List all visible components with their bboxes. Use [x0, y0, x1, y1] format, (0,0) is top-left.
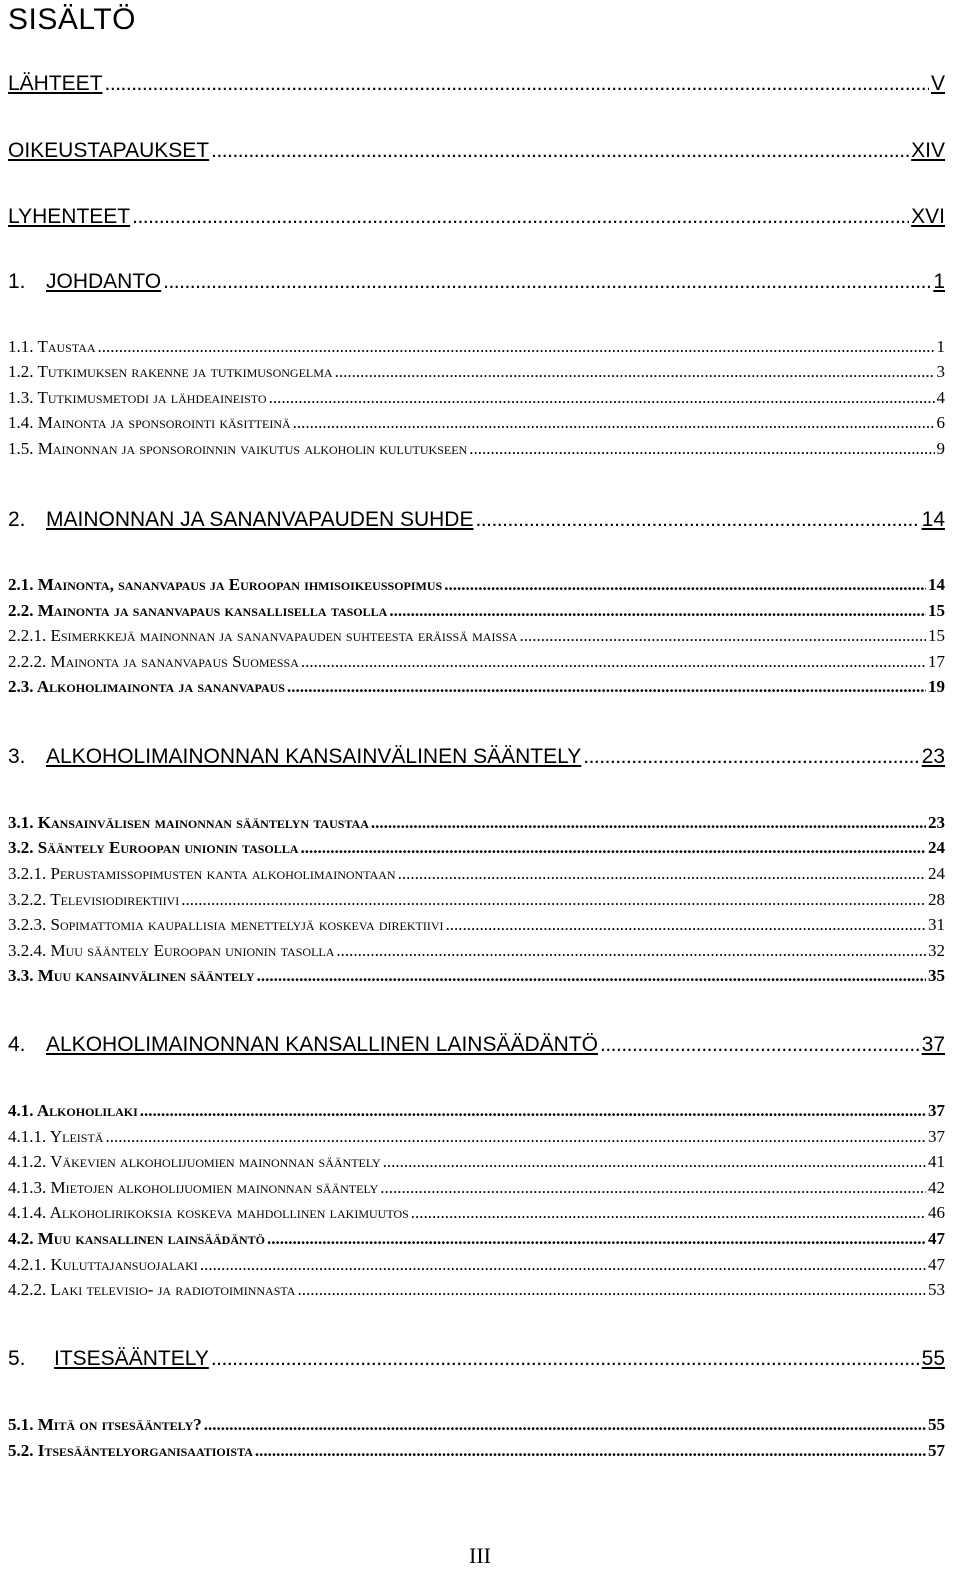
toc-subsection-4-2-2[interactable]	[8, 1280, 945, 1302]
toc-section-3-3[interactable]	[8, 966, 945, 988]
toc-chapter-4[interactable]	[8, 1033, 945, 1061]
section-number: 4.2.1.	[8, 1255, 47, 1274]
chapter-number: 3.	[8, 745, 26, 768]
section-number: 4.1.3.	[8, 1178, 47, 1197]
chapter-title: ALKOHOLIMAINONNAN KANSALLINEN LAINSÄÄDÄNTÖ	[46, 1033, 598, 1056]
toc-section-2-3[interactable]	[8, 677, 945, 699]
toc-section-2-2[interactable]	[8, 601, 945, 623]
toc-section-label	[8, 1229, 265, 1249]
toc-section-1-2[interactable]	[8, 362, 945, 384]
dot-leader	[301, 652, 926, 672]
dot-leader	[211, 1347, 920, 1371]
toc-section-label	[8, 652, 299, 672]
toc-section-label	[8, 1415, 202, 1435]
dot-leader	[475, 508, 919, 532]
toc-subsection-3-2-4[interactable]	[8, 941, 945, 963]
dot-leader	[519, 626, 926, 646]
dot-leader	[269, 388, 935, 408]
toc-entry-page: 4	[936, 388, 945, 407]
toc-entry-page: XVI	[911, 205, 945, 228]
section-title: Väkevien alkoholijuomien mainonnan sääntely	[50, 1152, 381, 1171]
toc-section-4-2[interactable]	[8, 1229, 945, 1251]
toc-section-3-1[interactable]	[8, 813, 945, 835]
dot-leader	[98, 337, 935, 357]
toc-section-label	[8, 362, 333, 382]
section-number: 4.1.4.	[8, 1203, 47, 1222]
section-number: 2.2.1.	[8, 626, 47, 645]
section-number: 3.1.	[8, 813, 34, 832]
dot-leader	[255, 1441, 926, 1461]
chapter-number: 4.	[8, 1033, 26, 1056]
toc-chapter-1[interactable]	[8, 270, 945, 298]
toc-subsection-4-1-2[interactable]	[8, 1152, 945, 1174]
dot-leader	[398, 864, 926, 884]
toc-section-label	[8, 388, 267, 408]
toc-section-2-1[interactable]	[8, 575, 945, 597]
toc-subsection-4-2-1[interactable]	[8, 1255, 945, 1277]
toc-section-label	[8, 838, 298, 858]
toc-entry-page: 47	[928, 1255, 945, 1274]
section-title: Mainonta ja sananvapaus Suomessa	[50, 652, 299, 671]
toc-entry-page: 41	[928, 1152, 945, 1171]
toc-entry-page: 55	[921, 1347, 945, 1370]
section-title: Muu kansainvälinen sääntely	[37, 966, 255, 985]
toc-section-label	[8, 1441, 253, 1461]
toc-entry-oikeustapaukset[interactable]	[8, 139, 945, 167]
toc-section-label	[8, 864, 396, 884]
toc-section-label	[8, 337, 96, 357]
section-title: Alkoholimainonta ja sananvapaus	[36, 677, 285, 696]
section-title: Mainonnan ja sponsoroinnin vaikutus alkoholin kulutukseen	[37, 439, 468, 458]
toc-section-1-4[interactable]	[8, 413, 945, 435]
dot-leader	[257, 966, 926, 986]
toc-chapter-5[interactable]	[8, 1347, 945, 1375]
dot-leader	[469, 439, 934, 459]
toc-entry-page: 9	[936, 439, 945, 458]
toc-chapter-label	[8, 1347, 209, 1371]
toc-subsection-3-2-2[interactable]	[8, 890, 945, 912]
dot-leader	[105, 1127, 926, 1147]
toc-entry-lyhenteet[interactable]	[8, 205, 945, 233]
section-number: 2.2.	[8, 601, 34, 620]
chapter-title: ALKOHOLIMAINONNAN KANSAINVÄLINEN SÄÄNTELY	[46, 745, 582, 768]
section-number: 4.2.	[8, 1229, 34, 1248]
dot-leader	[380, 1178, 926, 1198]
toc-chapter-label	[8, 508, 473, 532]
toc-entry-page: 28	[928, 890, 945, 909]
section-number: 3.2.1.	[8, 864, 47, 883]
toc-section-label	[8, 575, 442, 595]
toc-entry-page: 47	[928, 1229, 945, 1248]
section-number: 1.4.	[8, 413, 34, 432]
section-number: 5.2.	[8, 1441, 34, 1460]
toc-entry-page: 42	[928, 1178, 945, 1197]
toc-section-1-5[interactable]	[8, 439, 945, 461]
toc-section-label	[8, 890, 179, 910]
toc-entry-page: 1	[936, 337, 945, 356]
toc-chapter-label	[8, 1033, 598, 1057]
section-number: 3.2.	[8, 838, 34, 857]
chapter-title: MAINONNAN JA SANANVAPAUDEN SUHDE	[46, 508, 474, 531]
toc-entry-page: 55	[928, 1415, 945, 1434]
toc-section-label	[8, 1178, 378, 1198]
toc-entry-page: 37	[928, 1101, 945, 1120]
toc-entry-lahteet[interactable]	[8, 72, 945, 100]
section-number: 5.1.	[8, 1415, 34, 1434]
toc-chapter-2[interactable]	[8, 508, 945, 536]
toc-entry-page: XIV	[911, 139, 945, 162]
dot-leader	[600, 1033, 920, 1057]
section-title: Sopimattomia kaupallisia menettelyjä koskeva direktiivi	[50, 915, 444, 934]
dot-leader	[583, 745, 919, 769]
section-title: Itsesääntelyorganisaatioista	[37, 1441, 253, 1460]
section-number: 4.1.	[8, 1101, 34, 1120]
section-title: Mainonta ja sponsorointi käsitteinä	[37, 413, 291, 432]
toc-entry-page: V	[930, 72, 945, 95]
dot-leader	[300, 838, 926, 858]
chapter-number: 2.	[8, 508, 26, 531]
toc-entry-page: 19	[928, 677, 945, 696]
dot-leader	[383, 1152, 926, 1172]
toc-section-label	[8, 1255, 198, 1275]
section-number: 4.2.2.	[8, 1280, 47, 1299]
toc-entry-label: LYHENTEET	[8, 205, 131, 228]
toc-entry-label: OIKEUSTAPAUKSET	[8, 139, 210, 162]
toc-section-label	[8, 1127, 103, 1147]
toc-chapter-label	[8, 270, 161, 294]
toc-entry-page: 17	[928, 652, 945, 671]
toc-entry-page: 35	[928, 966, 945, 985]
toc-entry-page: 14	[928, 575, 945, 594]
toc-subsection-2-2-2[interactable]	[8, 652, 945, 674]
toc-section-5-1[interactable]	[8, 1415, 945, 1437]
dot-leader	[335, 362, 935, 382]
toc-section-label	[8, 966, 255, 986]
section-title: Mainonta, sananvapaus ja Euroopan ihmisoikeussopimus	[37, 575, 443, 594]
dot-leader	[293, 413, 935, 433]
section-number: 2.2.2.	[8, 652, 47, 671]
toc-section-label	[8, 1203, 409, 1223]
toc-entry-page: 15	[928, 601, 945, 620]
dot-leader	[411, 1203, 926, 1223]
section-title: Esimerkkejä mainonnan ja sananvapauden suhteesta eräissä maissa	[50, 626, 518, 645]
toc-entry-page: 14	[921, 508, 945, 531]
dot-leader	[132, 205, 909, 229]
section-number: 3.2.3.	[8, 915, 47, 934]
toc-entry-page: 37	[928, 1127, 945, 1146]
dot-leader	[200, 1255, 926, 1275]
dot-leader	[204, 1415, 926, 1435]
page-number: III	[469, 1543, 491, 1568]
dot-leader	[267, 1229, 926, 1249]
dot-leader	[444, 575, 926, 595]
toc-section-label	[8, 1280, 295, 1300]
toc-entry-page: 23	[928, 813, 945, 832]
section-number: 2.1.	[8, 575, 34, 594]
section-number: 1.5.	[8, 439, 34, 458]
toc-section-1-1[interactable]	[8, 337, 945, 359]
toc-section-label	[8, 1152, 381, 1172]
dot-leader	[287, 677, 926, 697]
chapter-number: 1.	[8, 270, 26, 293]
section-title: Taustaa	[37, 337, 96, 356]
toc-chapter-label	[8, 745, 581, 769]
dot-leader	[181, 890, 926, 910]
dot-leader	[163, 270, 931, 294]
section-number: 2.3.	[8, 677, 34, 696]
section-title: Muu sääntely Euroopan unionin tasolla	[50, 941, 335, 960]
section-number: 1.3.	[8, 388, 34, 407]
section-title: Televisiodirektiivi	[50, 890, 180, 909]
toc-chapter-3[interactable]	[8, 745, 945, 773]
dot-leader	[389, 601, 926, 621]
section-title: Tutkimusmetodi ja lähdeaineisto	[37, 388, 267, 407]
section-number: 3.3.	[8, 966, 34, 985]
toc-entry-label: LÄHTEET	[8, 72, 103, 95]
section-title: Mainonta ja sananvapaus kansallisella tasolla	[37, 601, 388, 620]
toc-entry-page: 3	[936, 362, 945, 381]
dot-leader	[140, 1101, 926, 1121]
chapter-title: ITSESÄÄNTELY	[54, 1347, 209, 1370]
toc-entry-page: 1	[933, 270, 945, 293]
toc-subsection-4-1-1[interactable]	[8, 1127, 945, 1149]
section-title: Kuluttajansuojalaki	[50, 1255, 198, 1274]
toc-entry-page: 6	[936, 413, 945, 432]
section-title: Sääntely Euroopan unionin tasolla	[37, 838, 299, 857]
toc-section-1-3[interactable]	[8, 388, 945, 410]
section-number: 1.1.	[8, 337, 34, 356]
section-title: Perustamissopimusten kanta alkoholimainontaan	[50, 864, 396, 883]
toc-entry-page: 24	[928, 838, 945, 857]
toc-entry-page: 31	[928, 915, 945, 934]
toc-section-4-1[interactable]	[8, 1101, 945, 1123]
toc-subsection-4-1-4[interactable]	[8, 1203, 945, 1225]
section-title: Tutkimuksen rakenne ja tutkimusongelma	[37, 362, 333, 381]
toc-section-label	[8, 413, 291, 433]
section-title: Alkoholilaki	[36, 1101, 138, 1120]
toc-subsection-3-2-1[interactable]	[8, 864, 945, 886]
toc-entry-page: 15	[928, 626, 945, 645]
toc-section-label	[8, 813, 369, 833]
toc-subsection-4-1-3[interactable]	[8, 1178, 945, 1200]
page-title: SISÄLTÖ	[8, 3, 136, 36]
toc-section-label	[8, 941, 334, 961]
section-title: Yleistä	[49, 1127, 104, 1146]
section-title: Mietojen alkoholijuomien mainonnan sääntely	[50, 1178, 379, 1197]
chapter-title: JOHDANTO	[46, 270, 162, 293]
toc-section-label	[8, 439, 467, 459]
toc-section-label	[8, 626, 517, 646]
dot-leader	[211, 139, 909, 163]
toc-entry-page: 24	[928, 864, 945, 883]
section-title: Alkoholirikoksia koskeva mahdollinen lakimuutos	[49, 1203, 409, 1222]
dot-leader	[446, 915, 926, 935]
section-number: 1.2.	[8, 362, 34, 381]
toc-section-label	[8, 677, 285, 697]
dot-leader	[336, 941, 926, 961]
toc-entry-page: 46	[928, 1203, 945, 1222]
toc-subsection-3-2-3[interactable]	[8, 915, 945, 937]
dot-leader	[371, 813, 926, 833]
toc-entry-page: 23	[921, 745, 945, 768]
toc-subsection-2-2-1[interactable]	[8, 626, 945, 648]
section-number: 4.1.2.	[8, 1152, 47, 1171]
section-number: 3.2.2.	[8, 890, 47, 909]
toc-section-label	[8, 1101, 138, 1121]
toc-entry-page: 37	[921, 1033, 945, 1056]
toc-section-3-2[interactable]	[8, 838, 945, 860]
section-number: 4.1.1.	[8, 1127, 47, 1146]
section-title: Laki televisio- ja radiotoiminnasta	[50, 1280, 296, 1299]
section-title: Mitä on itsesääntely?	[37, 1415, 202, 1434]
dot-leader	[297, 1280, 926, 1300]
toc-entry-page: 32	[928, 941, 945, 960]
section-number: 3.2.4.	[8, 941, 47, 960]
section-title: Kansainvälisen mainonnan sääntelyn taustaa	[37, 813, 369, 832]
section-title: Muu kansallinen lainsäädäntö	[37, 1229, 265, 1248]
toc-entry-page: 53	[928, 1280, 945, 1299]
toc-section-5-2[interactable]	[8, 1441, 945, 1463]
toc-section-label	[8, 601, 387, 621]
toc-entry-page: 57	[928, 1441, 945, 1460]
dot-leader	[105, 72, 929, 96]
chapter-number: 5.	[8, 1347, 26, 1370]
toc-section-label	[8, 915, 444, 935]
